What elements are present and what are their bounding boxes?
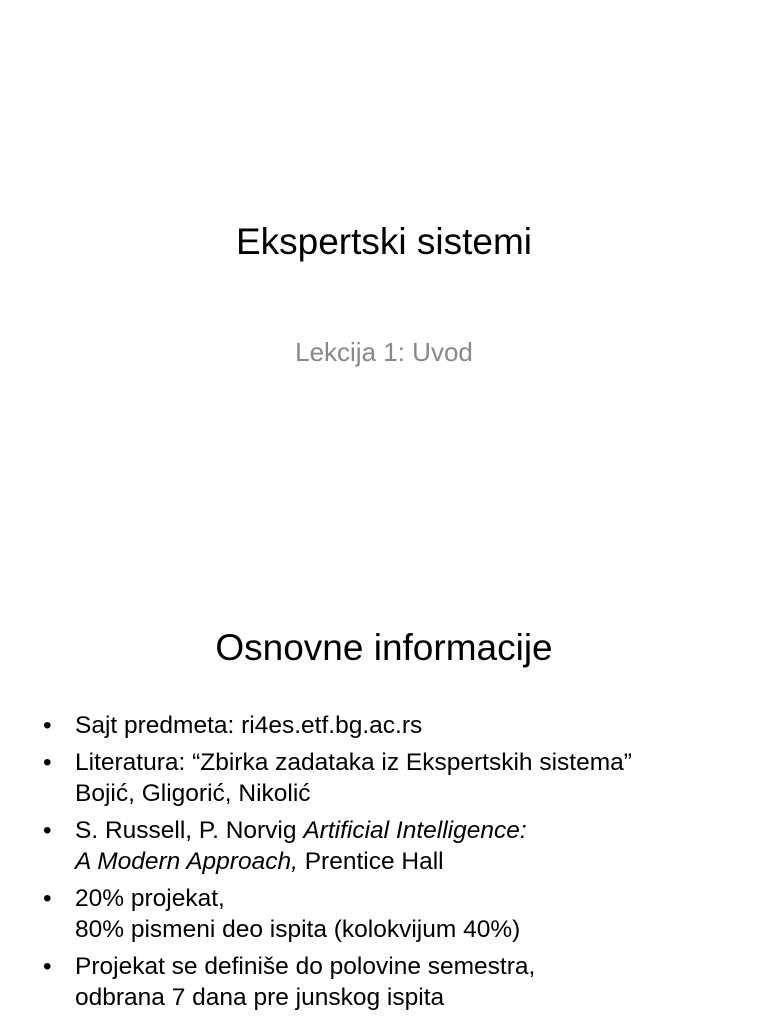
- bullet-marker: •: [43, 817, 52, 844]
- book-title-part2: A Modern Approach,: [75, 848, 298, 875]
- bullet-text-line2: [75, 846, 748, 877]
- bullet-text: Sajt predmeta: ri4es.etf.bg.ac.rs: [75, 712, 423, 739]
- publisher-text: Prentice Hall: [297, 848, 444, 875]
- bullet-literature: [0, 747, 768, 809]
- bullet-text: 20% projekat,: [75, 885, 225, 912]
- info-heading: Osnovne informacije: [215, 627, 553, 668]
- bullet-website: [0, 710, 768, 741]
- bullet-text: Projekat se definiše do polovine semestra,: [75, 953, 536, 980]
- bullet-grading: [0, 883, 768, 945]
- bullet-text-cont: 80% pismeni deo ispita (kolokvijum 40%): [75, 916, 521, 943]
- bullet-project: [0, 951, 768, 1013]
- slide-subtitle: Lekcija 1: Uvod: [295, 337, 473, 367]
- bullet-text-line1: [75, 815, 748, 846]
- bullet-marker: •: [43, 953, 52, 980]
- bullet-marker: •: [43, 885, 52, 912]
- bullet-russell-norvig: [0, 815, 768, 877]
- bullet-text-cont: Bojić, Gligorić, Nikolić: [75, 780, 311, 807]
- bullet-text: Literatura: “Zbirka zadataka iz Ekspertskih sistema”: [75, 749, 632, 776]
- slide-info: [0, 576, 768, 1024]
- slide-title-heading: Ekspertski sistemi: [235, 221, 533, 262]
- info-bullet-list: [0, 710, 768, 1019]
- bullet-marker: •: [43, 749, 52, 776]
- authors-text: S. Russell, P. Norvig: [75, 817, 304, 844]
- bullet-text-cont: odbrana 7 dana pre junskog ispita: [75, 984, 445, 1011]
- bullet-marker: •: [43, 712, 52, 739]
- book-title-part1: Artificial Intelligence:: [303, 817, 527, 844]
